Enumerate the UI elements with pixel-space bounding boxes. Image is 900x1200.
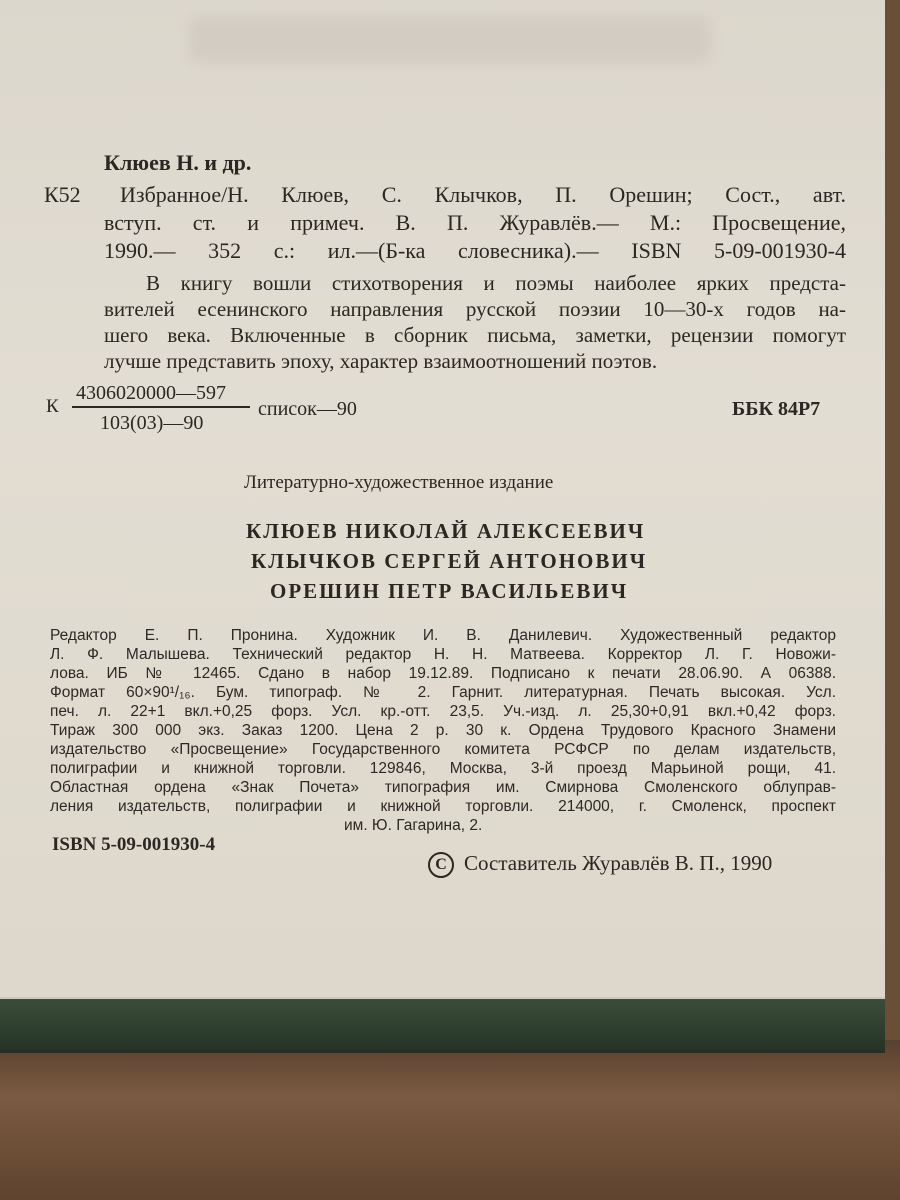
bbk-denominator: 103(03)—90 — [100, 412, 204, 434]
annotation-line: шего века. Включенные в сборник письма, заметки, рецензии помогут — [104, 323, 846, 347]
copyright-icon: C — [428, 852, 454, 878]
author-name-1: КЛЮЕВ НИКОЛАЙ АЛЕКСЕЕВИЧ — [246, 519, 646, 543]
author-name-2: КЛЫЧКОВ СЕРГЕЙ АНТОНОВИЧ — [251, 549, 648, 573]
edition-type: Литературно-художественное издание — [244, 472, 554, 493]
imprint-last-line: им. Ю. Гагарина, 2. — [344, 817, 483, 834]
list-code: список—90 — [258, 398, 357, 420]
table-surface — [0, 1040, 900, 1200]
copyright-text: Составитель Журавлёв В. П., 1990 — [464, 851, 773, 875]
imprint-line: издательство «Просвещение» Государственного комитета РСФСР по делам издательств, — [50, 741, 836, 758]
imprint-line: Редактор Е. П. Пронина. Художник И. В. Данилевич. Художественный редактор — [50, 627, 836, 644]
annotation-line: вителей есенинского направления русской поэзии 10—30-х годов на- — [104, 297, 846, 321]
bbk-code: ББК 84Р7 — [732, 398, 821, 420]
isbn: ISBN 5-09-001930-4 — [52, 834, 216, 855]
fraction-line — [72, 406, 250, 408]
imprint-line: лова. ИБ № 12465. Сдано в набор 19.12.89. Подписано к печати 28.06.90. А 06388. — [50, 665, 836, 682]
author-heading: Клюев Н. и др. — [104, 150, 252, 175]
annotation-line: В книгу вошли стихотворения и поэмы наиболее ярких предста- — [146, 271, 846, 295]
catalog-line-2: вступ. ст. и примеч. В. П. Журавлёв.— М.: Просвещение, — [104, 210, 846, 235]
imprint-line: полиграфии и книжной торговли. 129846, Москва, 3-й проезд Марьиной рощи, 41. — [50, 760, 836, 777]
k-letter: К — [46, 396, 59, 417]
annotation-line: лучше представить эпоху, характер взаимоотношений поэтов. — [104, 349, 658, 373]
catalog-line-1: Избранное/Н. Клюев, С. Клычков, П. Орешин; Сост., авт. — [120, 182, 846, 207]
show-through-text — [190, 18, 710, 62]
imprint-line: ления издательств, полиграфии и книжной торговли. 214000, г. Смоленск, проспект — [50, 798, 836, 815]
book-cover-edge — [0, 993, 885, 1053]
copyright-line — [428, 850, 772, 878]
imprint-line: Формат 60×90¹/₁₆. Бум. типограф. № 2. Гарнит. литературная. Печать высокая. Усл. — [50, 684, 836, 701]
catalog-index: К52 — [44, 182, 81, 207]
bbk-numerator: 4306020000—597 — [76, 382, 226, 404]
catalog-line-3: 1990.— 352 с.: ил.—(Б-ка словесника).— ISBN 5-09-001930-4 — [104, 238, 846, 263]
imprint-line: Тираж 300 000 экз. Заказ 1200. Цена 2 р. 30 к. Ордена Трудового Красного Знамени — [50, 722, 836, 739]
author-name-3: ОРЕШИН ПЕТР ВАСИЛЬЕВИЧ — [270, 579, 629, 603]
imprint-line: Областная ордена «Знак Почета» типография им. Смирнова Смоленского облуправ- — [50, 779, 836, 796]
imprint-line: Л. Ф. Малышева. Технический редактор Н. Н. Матвеева. Корректор Л. Г. Новожи- — [50, 646, 836, 663]
imprint-line: печ. л. 22+1 вкл.+0,25 форз. Усл. кр.-отт. 23,5. Уч.-изд. л. 25,30+0,91 вкл.+0,42 форз. — [50, 703, 836, 720]
